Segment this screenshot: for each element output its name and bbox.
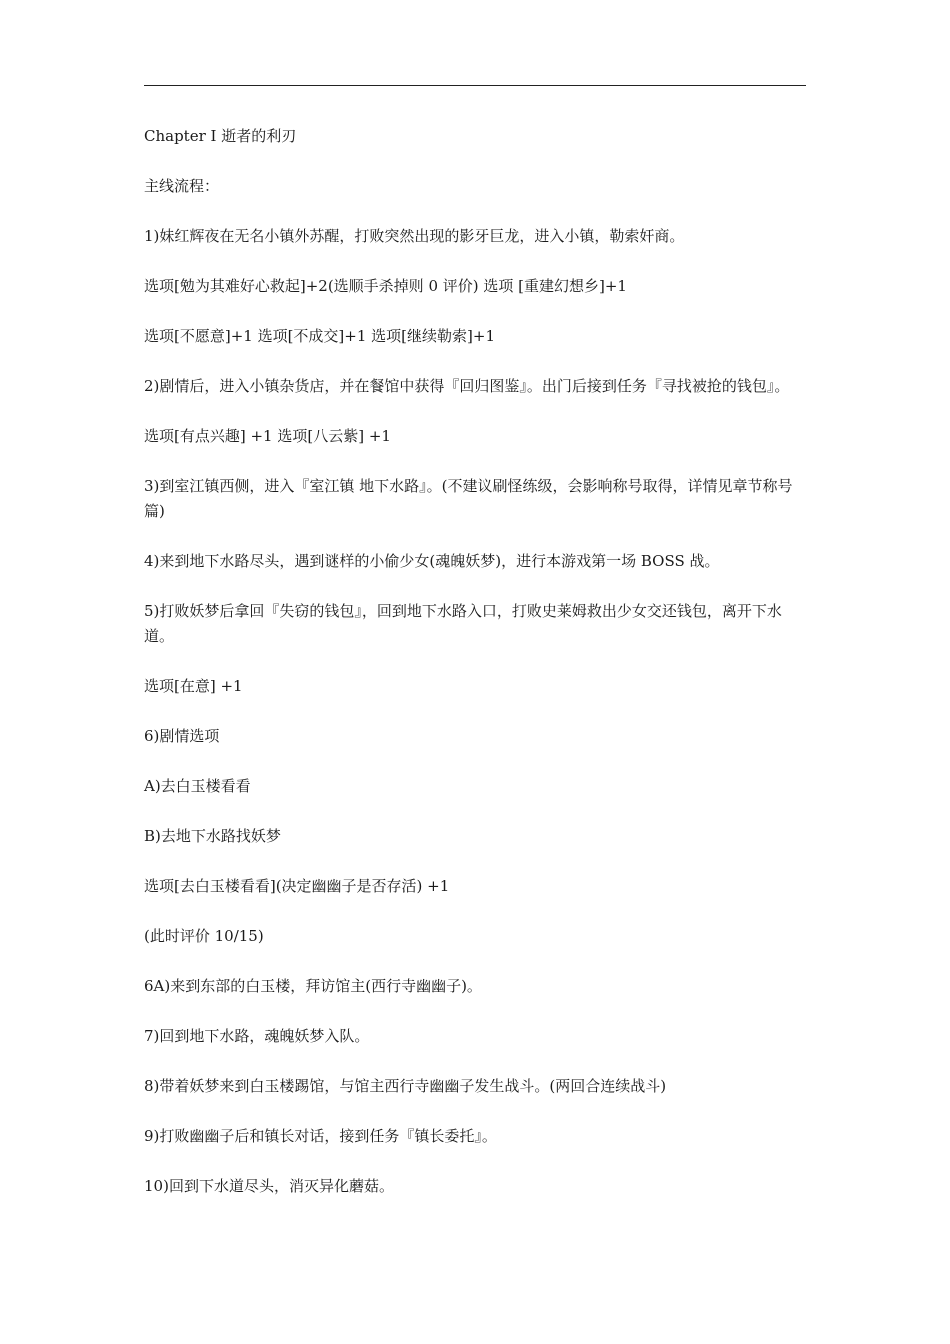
paragraph: 选项[不愿意]+1 选项[不成交]+1 选项[继续勒索]+1 — [144, 327, 495, 345]
paragraph: 选项[在意] +1 — [144, 677, 243, 695]
paragraph: 6)剧情选项 — [144, 727, 220, 745]
paragraph: 4)来到地下水路尽头，遇到谜样的小偷少女(魂魄妖梦)，进行本游戏第一场 BOSS 战。 — [144, 552, 720, 570]
paragraph: 6A)来到东部的白玉楼，拜访馆主(西行寺幽幽子)。 — [144, 977, 482, 995]
paragraph: 10)回到下水道尽头，消灭异化蘑菇。 — [144, 1177, 394, 1195]
paragraph: 7)回到地下水路，魂魄妖梦入队。 — [144, 1027, 370, 1045]
paragraph: (此时评价 10/15) — [144, 927, 264, 945]
header-rule — [144, 85, 806, 86]
paragraph: 5)打败妖梦后拿回『失窃的钱包』，回到地下水路入口，打败史莱姆救出少女交还钱包，离开下水道。 — [144, 602, 782, 645]
paragraph: 1)妹红辉夜在无名小镇外苏醒，打败突然出现的影牙巨龙，进入小镇，勒索奸商。 — [144, 227, 685, 245]
paragraph: 主线流程： — [144, 177, 220, 195]
paragraph: 选项[勉为其难好心救起]+2(选顺手杀掉则 0 评价) 选项 [重建幻想乡]+1 — [144, 277, 627, 295]
paragraph: 选项[去白玉楼看看](决定幽幽子是否存活) +1 — [144, 877, 450, 895]
document-body — [144, 124, 806, 1224]
paragraph: B)去地下水路找妖梦 — [144, 827, 281, 845]
paragraph: A)去白玉楼看看 — [144, 777, 251, 795]
paragraph: 9)打败幽幽子后和镇长对话，接到任务『镇长委托』。 — [144, 1127, 497, 1145]
paragraph: 8)带着妖梦来到白玉楼踢馆，与馆主西行寺幽幽子发生战斗。(两回合连续战斗) — [144, 1077, 667, 1095]
paragraph: 选项[有点兴趣] +1 选项[八云紫] +1 — [144, 427, 391, 445]
chapter-title: Chapter Ⅰ 逝者的利刃 — [144, 127, 297, 145]
paragraph: 2)剧情后，进入小镇杂货店，并在餐馆中获得『回归图鉴』。出门后接到任务『寻找被抢的钱包』。 — [144, 377, 790, 395]
paragraph: 3)到室江镇西侧，进入『室江镇 地下水路』。(不建议刷怪练级，会影响称号取得，详情见章节称号篇) — [144, 477, 793, 520]
